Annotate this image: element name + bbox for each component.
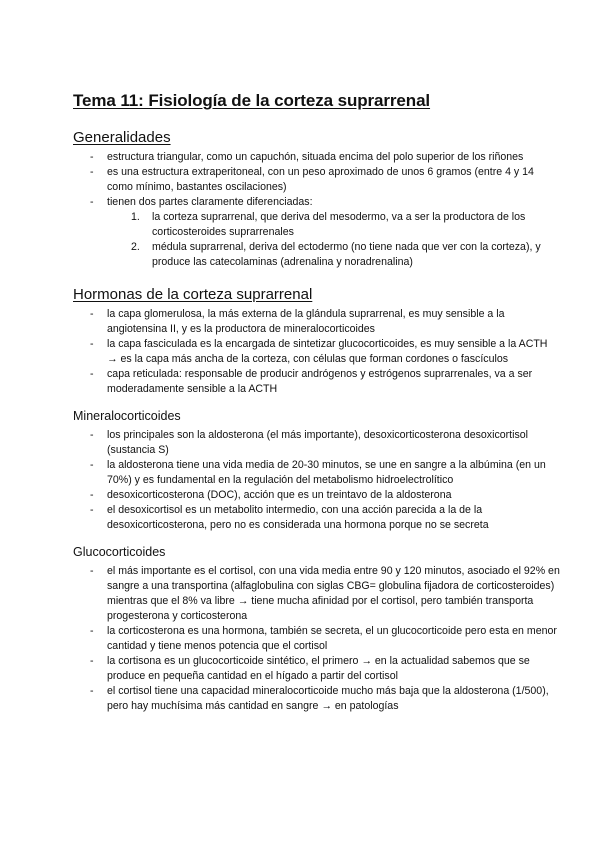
section-heading-hormonas: Hormonas de la corteza suprarrenal xyxy=(73,286,313,303)
section-heading-mineralocorticoides: Mineralocorticoides xyxy=(73,409,181,423)
item-text: la corteza suprarrenal, que deriva del mesodermo, va a ser la productora de los corticosteroides suprarrenales xyxy=(152,211,526,238)
bullet-list xyxy=(73,564,560,714)
list-item: - capa reticulada: responsable de producir andrógenos y estrógenos suprarrenales, va a ser moderadamente sensible a la ACTH xyxy=(107,367,560,397)
list-item: - la corticosterona es una hormona, también se secreta, el un glucocorticoide pero esta en menor cantidad y tiene menos potencia que el cortisol xyxy=(107,624,560,654)
section-hormonas xyxy=(73,286,560,397)
list-item: - es una estructura extraperitoneal, con un peso aproximado de unos 6 gramos (entre 4 y 14 como mínimo, bastantes oscilaciones) xyxy=(107,165,560,195)
bullet-list xyxy=(73,150,560,270)
item-number: 2. xyxy=(131,241,140,253)
list-item: - el cortisol tiene una capacidad mineralocorticoide mucho más baja que la aldosterona (1/500), pero hay muchísima más cantidad en sangre → en patologías xyxy=(107,684,560,714)
section-generalidades xyxy=(73,129,560,270)
list-item: - la capa glomerulosa, la más externa de la glándula suprarrenal, es muy sensible a la angiotensina II, y es la productora de mineralocorticoides xyxy=(107,307,560,337)
item-number: 1. xyxy=(131,211,140,223)
list-item: - la capa fasciculada es la encargada de sintetizar glucocorticoides, es muy sensible a la ACTH → es la capa más ancha de la corteza, con células que forman cordones o fascículos xyxy=(107,337,560,367)
numbered-item xyxy=(131,240,560,270)
bullet-list xyxy=(73,428,560,533)
list-item: - la aldosterona tiene una vida media de 20-30 minutos, se une en sangre a la albúmina (en un 70%) y es fundamental en la regulación del metabolismo hidroelectrolítico xyxy=(107,458,560,488)
list-item: - estructura triangular, como un capuchón, situada encima del polo superior de los riñones xyxy=(107,150,560,165)
list-item: - desoxicorticosterona (DOC), acción que es un treintavo de la aldosterona xyxy=(107,488,560,503)
bullet-list xyxy=(73,307,560,397)
list-item: - el desoxicortisol es un metabolito intermedio, con una acción parecida a la de la desoxicorticosterona, pero no es considerada una hormona porque no se secreta xyxy=(107,503,560,533)
section-heading-glucocorticoides: Glucocorticoides xyxy=(73,545,166,559)
list-item-text: tienen dos partes claramente diferenciadas: xyxy=(107,196,313,208)
numbered-list xyxy=(107,210,560,270)
section-mineralocorticoides xyxy=(73,409,560,533)
section-heading-generalidades: Generalidades xyxy=(73,129,171,146)
list-item xyxy=(107,195,560,270)
item-text: médula suprarrenal, deriva del ectodermo (no tiene nada que ver con la corteza), y produce las catecolaminas (adrenalina y noradrenalina) xyxy=(152,241,541,268)
page-title: Tema 11: Fisiología de la corteza suprarrenal xyxy=(73,91,431,110)
list-item: - los principales son la aldosterona (el más importante), desoxicorticosterona desoxicortisol (sustancia S) xyxy=(107,428,560,458)
numbered-item xyxy=(131,210,560,240)
section-glucocorticoides xyxy=(73,545,560,714)
list-item: - el más importante es el cortisol, con una vida media entre 90 y 120 minutos, asociado el 92% en sangre a una transportina (alfaglobulina con siglas CBG= globulina fijadora de corticosteroides) mientras que el 8% va libre → tiene mucha afinidad por el cortisol, pero también transporta progesterona y corticosterona xyxy=(107,564,560,624)
list-item: - la cortisona es un glucocorticoide sintético, el primero → en la actualidad sabemos que se produce en pequeña cantidad en el hígado a partir del cortisol xyxy=(107,654,560,684)
